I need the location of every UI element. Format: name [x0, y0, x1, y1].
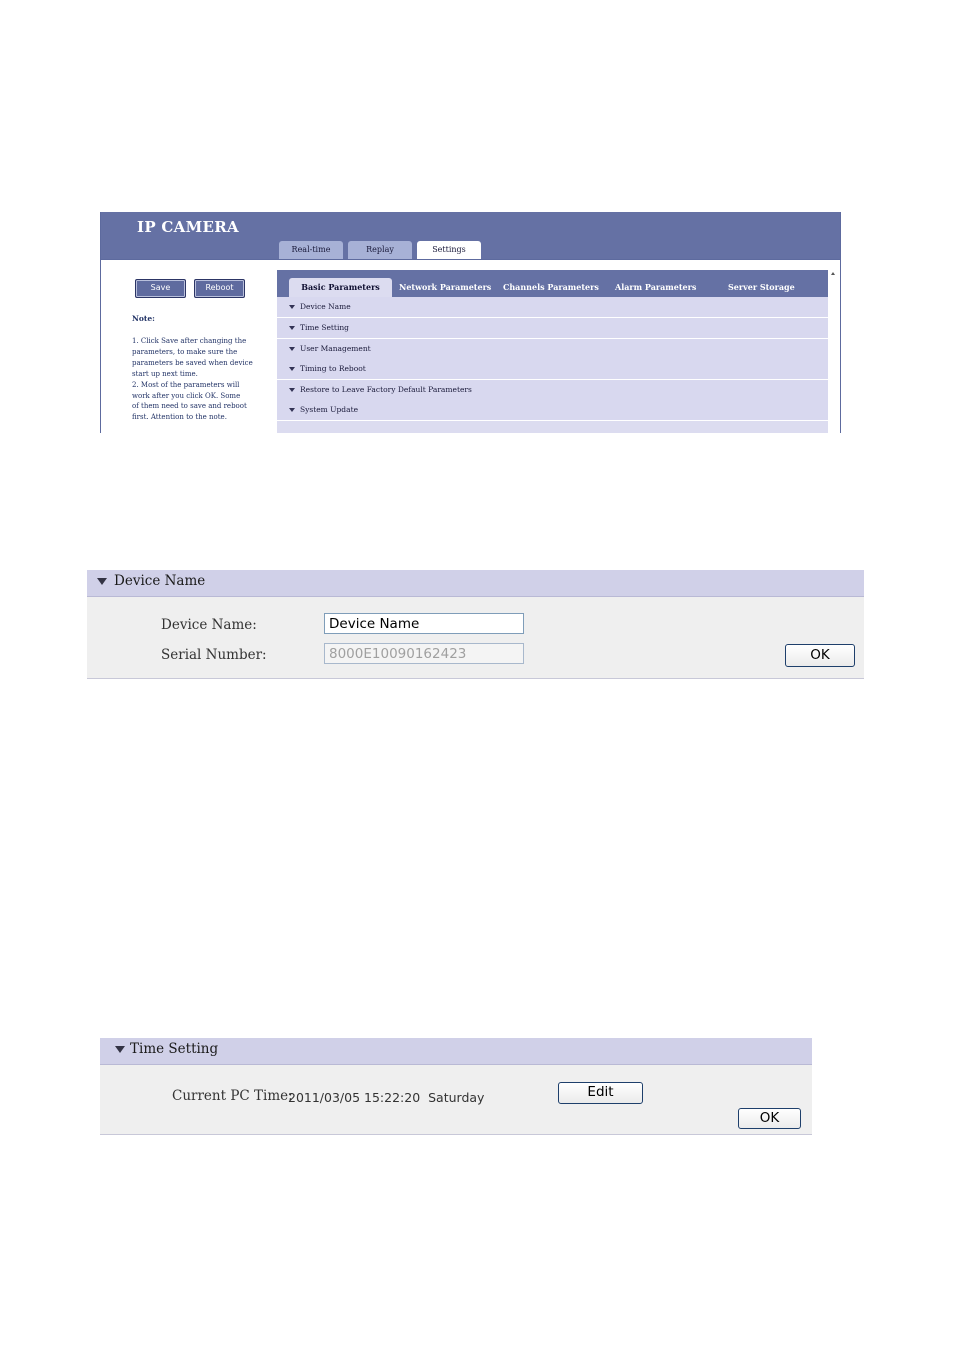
note-title: Note: [132, 314, 155, 323]
note-line: first. Attention to the note. [132, 413, 227, 422]
collapse-triangle-icon [97, 578, 107, 585]
section-label: User Management [300, 344, 371, 353]
device-name-panel [87, 570, 864, 679]
panel-title: Time Setting [130, 1041, 219, 1057]
tab-basic-parameters[interactable]: Basic Parameters [289, 278, 392, 297]
tab-replay[interactable]: Replay [348, 241, 412, 259]
section-user-management[interactable] [277, 339, 828, 360]
section-time-setting[interactable] [277, 318, 828, 339]
tab-realtime[interactable]: Real-time [279, 241, 343, 259]
expand-triangle-icon [289, 408, 295, 412]
note-line: work after you click OK. Some [132, 391, 241, 400]
settings-sidebar [101, 264, 277, 433]
section-label: Time Setting [300, 323, 349, 332]
app-header [101, 212, 840, 259]
tab-network-parameters[interactable]: Network Parameters [399, 282, 492, 292]
expand-triangle-icon [289, 347, 295, 351]
tab-alarm-parameters[interactable]: Alarm Parameters [615, 282, 697, 292]
current-pc-time-label: Current PC Time: [172, 1088, 293, 1104]
current-pc-time-value: 2011/03/05 15:22:20 Saturday [288, 1090, 485, 1105]
section-device-name[interactable] [277, 297, 828, 318]
section-label: Device Name [300, 302, 351, 311]
parameter-tabs [277, 270, 828, 297]
time-setting-panel [100, 1038, 812, 1135]
serial-number-input [324, 643, 524, 664]
scroll-up-arrow-icon[interactable] [831, 272, 835, 275]
note-line: start up next time. [132, 369, 198, 378]
note-line: 1. Click Save after changing the [132, 337, 247, 345]
expand-triangle-icon [289, 388, 295, 392]
section-label: Restore to Leave Factory Default Parameters [300, 385, 472, 394]
section-system-update[interactable] [277, 400, 828, 421]
section-label: System Update [300, 405, 359, 414]
note-line: 2. Most of the parameters will [132, 380, 240, 389]
ok-button[interactable]: OK [785, 644, 855, 667]
panel-title: Device Name [114, 573, 206, 589]
tab-settings[interactable]: Settings [417, 241, 481, 259]
vertical-scrollbar[interactable] [828, 268, 840, 433]
expand-triangle-icon [289, 326, 295, 330]
section-timing-to-reboot[interactable] [277, 359, 828, 380]
serial-number-label: Serial Number: [161, 647, 267, 663]
ip-camera-window [100, 212, 841, 433]
tab-server-storage[interactable]: Server Storage [728, 282, 795, 292]
tab-channels-parameters[interactable]: Channels Parameters [503, 282, 599, 292]
note-line: parameters be saved when device [132, 358, 253, 367]
ok-button[interactable]: OK [738, 1108, 801, 1129]
expand-triangle-icon [289, 367, 295, 371]
settings-main [277, 270, 828, 433]
note-line: of them need to save and reboot [132, 402, 247, 411]
expand-triangle-icon [289, 305, 295, 309]
reboot-button[interactable]: Reboot [194, 279, 245, 298]
section-restore-factory-defaults[interactable] [277, 380, 828, 401]
app-title: IP CAMERA [137, 218, 239, 236]
save-button[interactable]: Save [135, 279, 186, 298]
header-divider [101, 259, 840, 263]
note-text [132, 336, 254, 423]
collapse-triangle-icon [115, 1046, 125, 1053]
note-line: parameters, to make sure the [132, 347, 238, 356]
edit-button[interactable]: Edit [558, 1082, 643, 1104]
section-label: Timing to Reboot [300, 364, 366, 373]
device-name-input[interactable] [324, 613, 524, 634]
device-name-header[interactable] [87, 570, 864, 597]
time-setting-header[interactable] [100, 1038, 812, 1065]
device-name-label: Device Name: [161, 617, 257, 633]
